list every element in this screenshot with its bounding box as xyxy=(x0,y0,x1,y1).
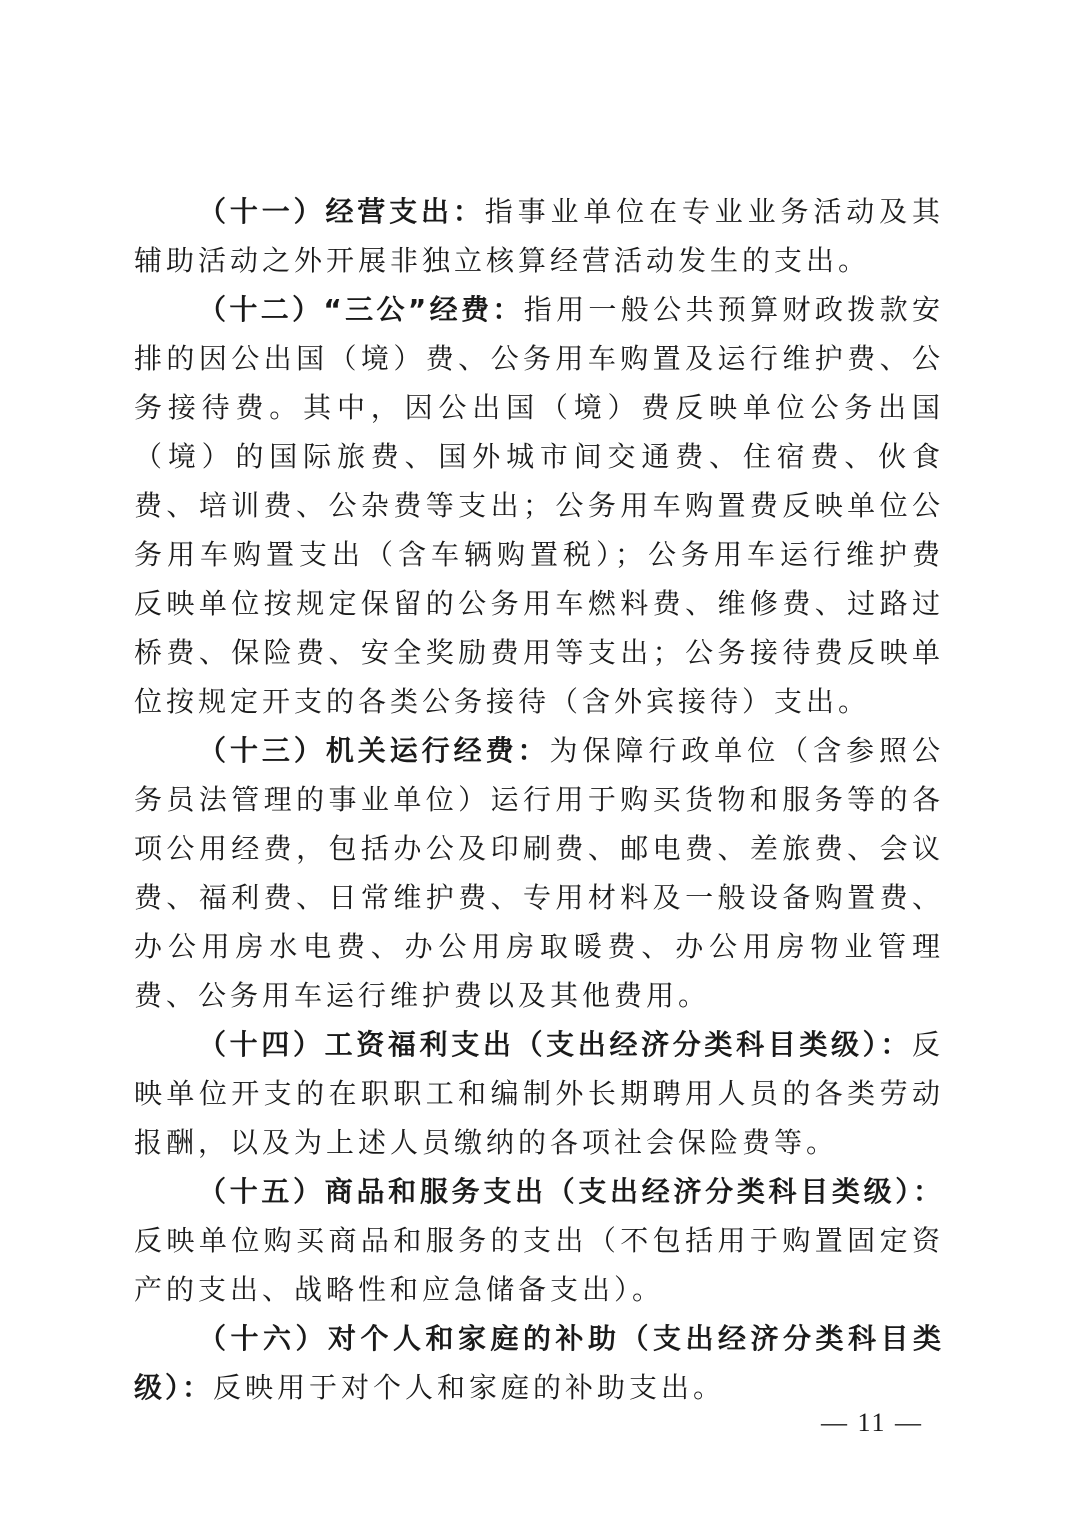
paragraph-term: （十六）对个人和家庭的补助（支出经济分类科目类级）： xyxy=(134,1322,944,1404)
paragraph-term: （十四）工资福利支出（支出经济分类科目类级）： xyxy=(198,1028,912,1061)
paragraph-term: （十五）商品和服务支出（支出经济分类科目类级）： xyxy=(198,1175,944,1208)
paragraph-term: （十三）机关运行经费： xyxy=(198,734,550,767)
paragraph-wages-welfare xyxy=(134,1020,944,1167)
paragraph-text: 指事业单位在专业业务活动及其辅助活动之外开展非独立核算经营活动发生的支出。 xyxy=(134,195,944,277)
page-number: — 11 — xyxy=(820,1408,923,1437)
paragraph-goods-services xyxy=(134,1167,944,1314)
paragraph-term: （十二）“三公”经费： xyxy=(198,293,524,326)
paragraph-three-public-expenses xyxy=(134,285,944,726)
document-body xyxy=(134,187,944,1412)
paragraph-text: 反映单位开支的在职职工和编制外长期聘用人员的各类劳动报酬，以及为上述人员缴纳的各项社会保险费等。 xyxy=(134,1028,944,1159)
paragraph-term: （十一）经营支出： xyxy=(198,195,485,228)
paragraph-text: 反映用于对个人和家庭的补助支出。 xyxy=(213,1371,726,1404)
paragraph-operating-expenditure xyxy=(134,187,944,285)
paragraph-text: 指用一般公共预算财政拨款安排的因公出国（境）费、公务用车购置及运行维护费、公务接待费。其中，因公出国（境）费反映单位公务出国（境）的国际旅费、国外城市间交通费、住宿费、伙食费、培训费、公杂费等支出；公务用车购置费反映单位公务用车购置支出（含车辆购置税）；公务用车运行维护费反映单位按规定保留的公务用车燃料费、维修费、过路过桥费、保险费、安全奖励费用等支出；公务接待费反映单位按规定开支的各类公务接待（含外宾接待）支出。 xyxy=(134,293,944,718)
paragraph-individual-household-subsidy xyxy=(134,1314,944,1412)
paragraph-agency-operating-funds xyxy=(134,726,944,1020)
paragraph-text: 为保障行政单位（含参照公务员法管理的事业单位）运行用于购买货物和服务等的各项公用经费，包括办公及印刷费、邮电费、差旅费、会议费、福利费、日常维护费、专用材料及一般设备购置费、办公用房水电费、办公用房取暖费、办公用房物业管理费、公务用车运行维护费以及其他费用。 xyxy=(134,734,944,1012)
paragraph-text: 反映单位购买商品和服务的支出（不包括用于购置固定资产的支出、战略性和应急储备支出）。 xyxy=(134,1224,944,1306)
